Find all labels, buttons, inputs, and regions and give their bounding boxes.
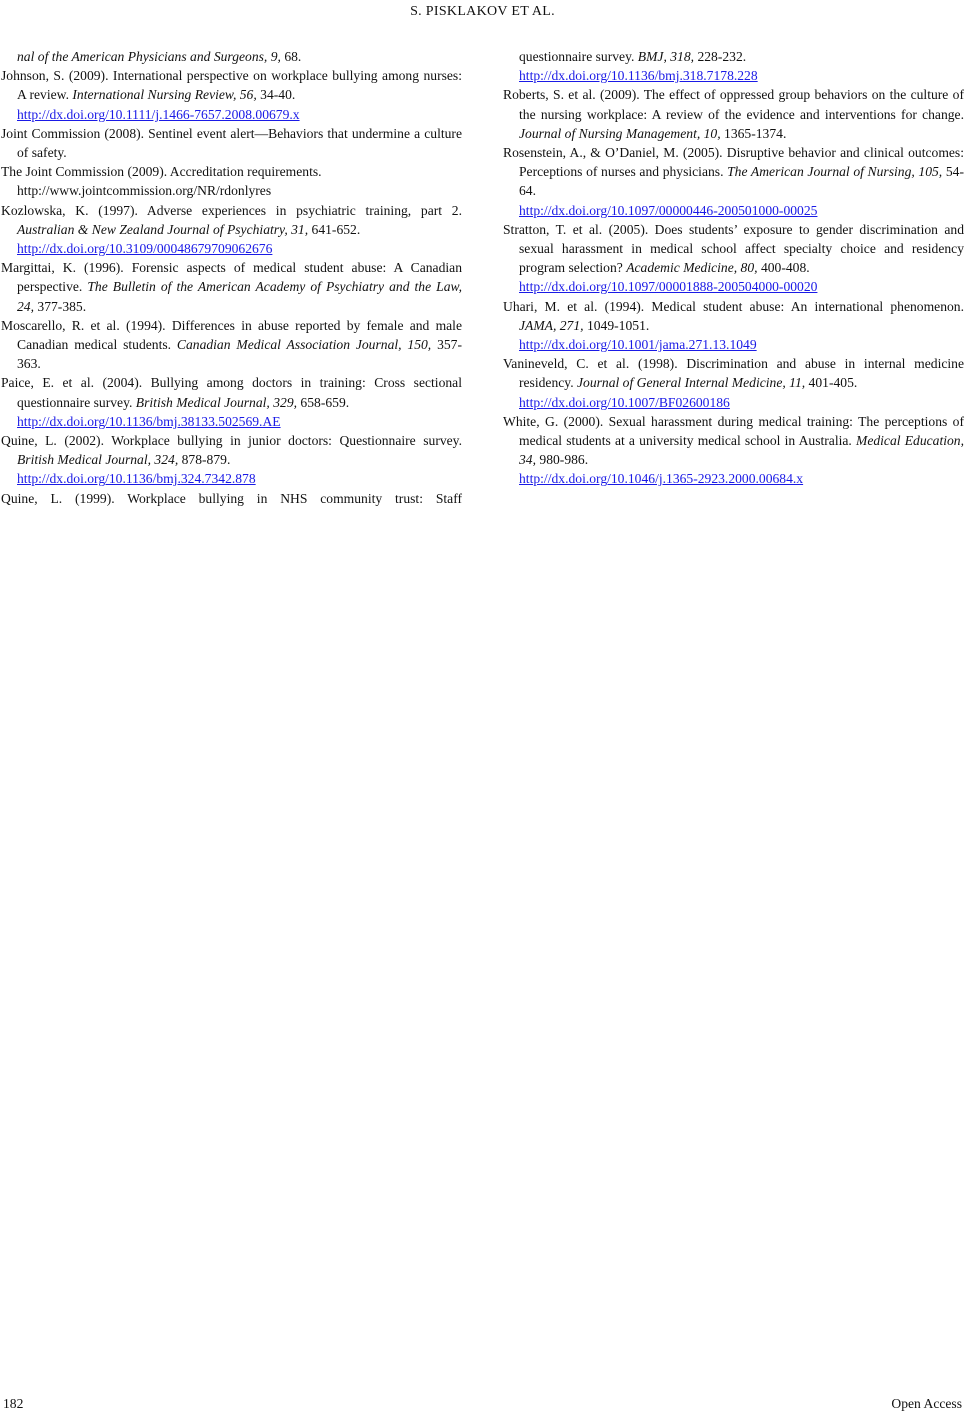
reference-entry: nal of the American Physicians and Surgeons, 9, 68. — [17, 49, 302, 64]
doi-link[interactable]: http://dx.doi.org/10.1136/bmj.38133.502569.AE — [17, 413, 281, 429]
reference-entry: Uhari, M. et al. (1994). Medical student abuse: An international phenomenon. JAMA, 271, 1049-1051. http://dx.doi.org/10.1001/jama.271.13.1049 — [503, 297, 964, 355]
reference-entry: Roberts, S. et al. (2009). The effect of oppressed group behaviors on the culture of the nursing workplace: A review of the evidence and interventions for change. Journal of Nursing Management, 10, 1365-1374. — [503, 87, 964, 141]
doi-link[interactable]: http://dx.doi.org/10.1007/BF02600186 — [519, 394, 730, 410]
doi-link[interactable]: http://dx.doi.org/10.1136/bmj.324.7342.878 — [17, 471, 256, 487]
doi-link[interactable]: http://dx.doi.org/10.1111/j.1466-7657.2008.00679.x — [17, 106, 300, 122]
reference-entry: White, G. (2000). Sexual harassment during medical training: The perceptions of medical students at a university medical school in Australia. Medical Education, 34, 980-986. http://dx.doi.org/10.1046/j.1365-2923.2000.00684.x — [503, 412, 964, 489]
references-right-column — [503, 47, 964, 489]
reference-entry: Stratton, T. et al. (2005). Does students’ exposure to gender discrimination and sexual harassment in medical school affect specialty choice and residency program selection? Academic Medicine, 80, 400-408. http://dx.doi.org/10.1097/00001888-200504000-00020 — [503, 220, 964, 297]
reference-entry: Moscarello, R. et al. (1994). Differences in abuse reported by female and male Canadian medical students. Canadian Medical Association Journal, 150, 357-363. — [1, 317, 462, 372]
page-number: 182 — [3, 1396, 24, 1411]
doi-link[interactable]: http://dx.doi.org/10.1097/00001888-200504000-00020 — [519, 279, 818, 295]
doi-link[interactable]: http://dx.doi.org/10.3109/00048679709062676 — [17, 241, 273, 257]
reference-entry: Quine, L. (1999). Workplace bullying in NHS community trust: Staff — [1, 490, 462, 506]
reference-entry: Paice, E. et al. (2004). Bullying among doctors in training: Cross sectional questionnaire survey. British Medical Journal, 329, 658-659. http://dx.doi.org/10.1136/bmj.38133.502569.AE — [1, 373, 462, 431]
reference-entry: Margittai, K. (1996). Forensic aspects of medical student abuse: A Canadian perspective. The Bulletin of the American Academy of Psychiatry and the Law, 24, 377-385. — [1, 260, 462, 314]
reference-entry: Quine, L. (2002). Workplace bullying in junior doctors: Questionnaire survey. British Medical Journal, 324, 878-879. http://dx.doi.org/10.1136/bmj.324.7342.878 — [1, 431, 462, 489]
reference-entry: Vanineveld, C. et al. (1998). Discrimination and abuse in internal medicine residency. Journal of General Internal Medicine, 11, 401-405. http://dx.doi.org/10.1007/BF02600186 — [503, 354, 964, 412]
running-head: S. PISKLAKOV ET AL. — [410, 4, 555, 19]
doi-link[interactable]: http://dx.doi.org/10.1001/jama.271.13.1049 — [519, 337, 757, 353]
doi-link[interactable]: http://dx.doi.org/10.1136/bmj.318.7178.228 — [519, 68, 758, 84]
reference-entry: Kozlowska, K. (1997). Adverse experiences in psychiatric training, part 2. Australian & New Zealand Journal of Psychiatry, 31, 641-652. http://dx.doi.org/10.3109/00048679709062676 — [1, 201, 462, 259]
reference-entry: questionnaire survey. BMJ, 318, 228-232. http://dx.doi.org/10.1136/bmj.318.7178.228 — [503, 47, 964, 85]
reference-entry: Joint Commission (2008). Sentinel event alert—Behaviors that undermine a culture of safety. — [1, 125, 462, 161]
reference-entry: The Joint Commission (2009). Accreditation requirements. http://www.jointcommission.org/NR/rdonlyres — [1, 164, 322, 199]
doi-link[interactable]: http://dx.doi.org/10.1046/j.1365-2923.2000.00684.x — [519, 471, 804, 487]
footer-label: Open Access — [891, 1396, 962, 1411]
references-left-column — [1, 47, 462, 508]
reference-entry: Rosenstein, A., & O’Daniel, M. (2005). Disruptive behavior and clinical outcomes: Perceptions of nurses and physicians. The American Journal of Nursing, 105, 54-64. http://dx.doi.org/10.1097/00000446-200501000-00025 — [503, 143, 964, 220]
reference-entry: Johnson, S. (2009). International perspective on workplace bullying among nurses: A review. International Nursing Review, 56, 34-40. http://dx.doi.org/10.1111/j.1466-7657.2008.00679.x — [1, 66, 462, 124]
doi-link[interactable]: http://dx.doi.org/10.1097/00000446-200501000-00025 — [519, 202, 818, 218]
